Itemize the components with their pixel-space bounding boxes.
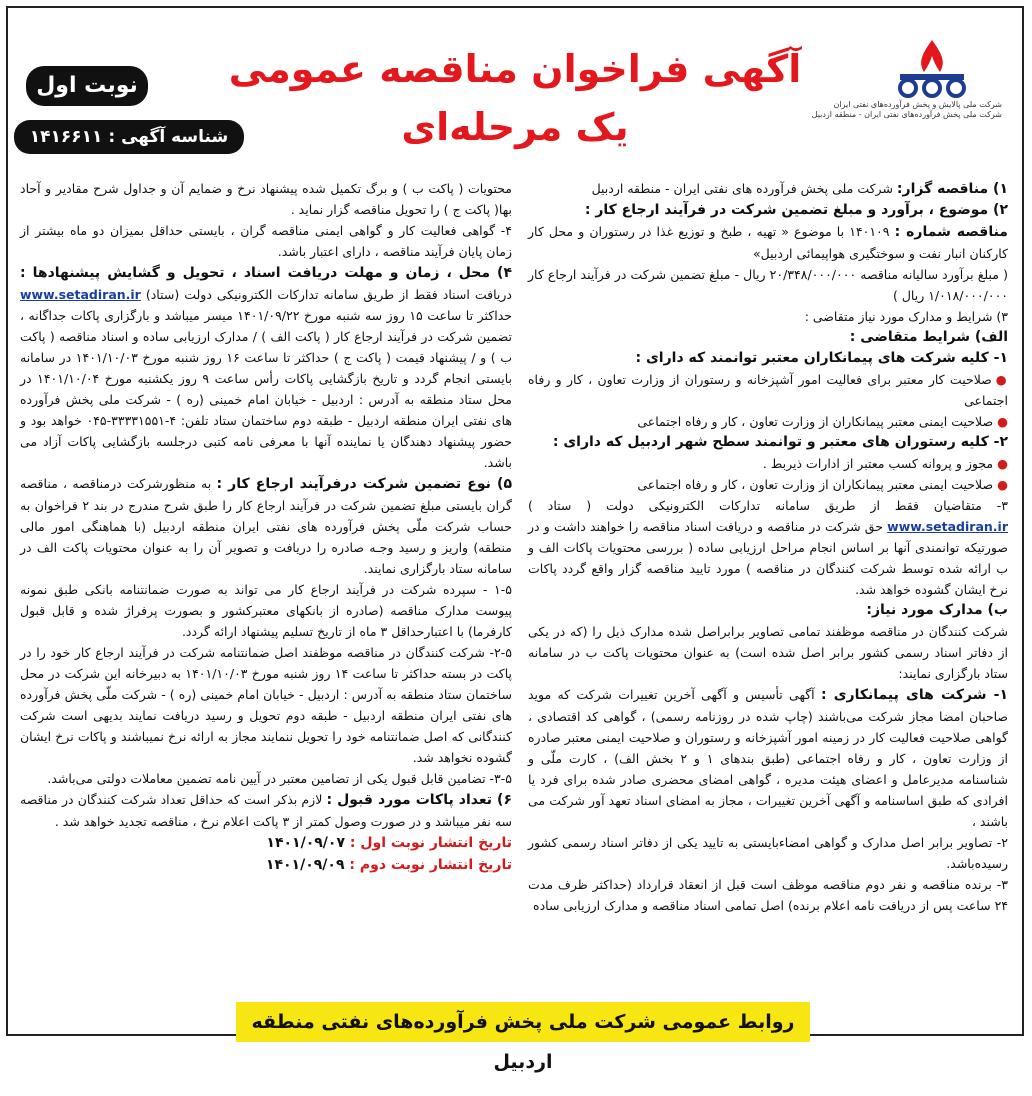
conditions-2-heading: ۲- کلیه رستوران های معتبر و توانمند سطح شهر اردبیل که دارای : [552, 434, 1008, 450]
bullet-icon: ● [997, 456, 1008, 471]
conditions-1-bullet-1: ● صلاحیت کار معتبر برای فعالیت امور آشپزخانه و رستوران از وزارت تعاون ، کار و رفاه اجتماعی [528, 372, 1008, 408]
section-2-heading: ۲) موضوع ، برآورد و مبلغ تضمین شرکت در فرآیند ارجاع کار : [584, 202, 1008, 218]
bullet-icon: ● [997, 477, 1008, 492]
section-6: ۶) تعداد پاکات مورد قبول : لازم بذکر است که حداقل تعداد شرکت کنندگان در مناقصه سه نفر میباشد و در صورت وصول کمتر از ۳ پاکت اعلام نرخ ، مناقصه تجدید خواهد شد . [20, 792, 512, 829]
conditions-3: ۳- متقاضیان فقط از طریق سامانه تدارکات الکترونیکی دولت ( ستاد ) www.setadiran.ir حق شرکت در مناقصه و دریافت اسناد مناقصه را خواهند داشت و در صورتیکه توانمندی آنها بر اساس انجام مراحل ارزیابی ساده ( بررسی محتویات پاکات الف و ب ارائه شده توسط شرکت کنندگان در مناقصه ) مورد تایید مناقصه گزار واقع گردد پاکات نرخ ایشان گشوده خواهد شد. [528, 498, 1008, 597]
documents-1: ۱- شرکت های پیمانکاری : آگهی تأسیس و آگهی آخرین تغییرات شرکت که موید صاحبان امضا مجاز شرکت می‌باشند (چاپ شده در روزنامه رسمی) ، گواهی کد اقتصادی ، گواهی صلاحیت فعالیت کار در زمینه امور آشپزخانه و رستوران و صلاحیت ایمنی معتبر صادره از وزارت تعاون ، کار و رفاه اجتماعی (طبق بندهای ۱ و ۲ بخش الف) ، کارت ملّی و شناسنامه مدیرعامل و اعضای هیئت مدیره ، گواهی امضای محضری صادر شده برای فرد یا افرادی که طبق اساسنامه و آگهی آخرین تغییرات ، مجاز به امضای اسناد تعهد آور شرکت می باشند ، [528, 687, 1008, 829]
logo-caption-1: شرکت ملی پالایش و پخش فرآورده‌های نفتی ایران [833, 100, 1002, 109]
section-5-3: ۳-۵- تضامین قابل قبول یکی از تضامین معتبر در آیین نامه تضمین معاملات دولتی می‌باشد. [47, 771, 512, 786]
section-5-1: ۱-۵ - سپرده شرکت در فرآیند ارجاع کار می تواند به صورت ضمانتنامه بانکی طبق نمونه پیوست مدارک مناقصه (صادره از بانکهای معتبرکشور و بصورت پرفراژ شده و قابل قبول کارفرما) با اعتبارحداقل ۳ ماه از تاریخ تسلیم پیشنهاد ارائه گردد. [20, 582, 512, 639]
documents-4: ۴- گواهی فعالیت کار و گواهی ایمنی مناقصه گران ، بایستی حداقل بمیزان دو ماه بیشتر از زمان پایان فرآیند مناقصه ، دارای اعتبار باشد. [20, 223, 512, 259]
publish-date-1: تاریخ انتشار نوبت اول : ۱۴۰۱/۰۹/۰۷ [266, 835, 512, 851]
header [8, 8, 1022, 158]
documents-intro: شرکت کنندگان در مناقصه موظفند تمامی تصاویر برابراصل شده مدارک ذیل را (که در یکی از دفاتر اسناد رسمی کشور برابر اصل شده است) به عنوان محتویات پاکت ب در سامانه ستاد بارگزاری نمایند: [528, 624, 1008, 681]
tender-amount: ( مبلغ برآورد سالیانه مناقصه ۲۰/۳۴۸/۰۰۰/۰۰۰ ریال - مبلغ تضمین شرکت در فرآیند ارجاع کار ۱/۰۱۸/۰۰۰/۰۰۰ ریال ) [528, 267, 1008, 303]
footer-banner: روابط عمومی شرکت ملی پخش فرآورده‌های نفتی منطقه اردبیل [236, 1002, 810, 1042]
conditions-heading: الف) شرایط متقاضی : [849, 329, 1008, 345]
publish-date-2: تاریخ انتشار نوبت دوم : ۱۴۰۱/۰۹/۰۹ [265, 857, 512, 873]
ad-id-badge: شناسه آگهی : ۱۴۱۶۶۱۱ [14, 120, 244, 154]
section-3: ۳) شرایط و مدارک مورد نیاز متقاضی : [804, 309, 1008, 324]
setadiran-link[interactable]: www.setadiran.ir [887, 519, 1008, 534]
left-column [20, 178, 512, 876]
logo-caption-2: شرکت ملی پخش فرآورده‌های نفتی ایران - منطقه اردبیل [811, 110, 1002, 119]
documents-heading: ب) مدارک مورد نیاز: [866, 602, 1008, 618]
documents-2: ۲- تصاویر برابر اصل مدارک و گواهی امضاءبایستی به تایید یکی از دفاتر اسناد رسمی کشور رسیده‌باشد. [528, 835, 1008, 871]
continuation-paragraph: محتویات ( پاکت ب ) و برگ تکمیل شده پیشنهاد نرخ و ضمایم آن و جداول شرح مقادیر و آحاد بها( پاکت ج ) را تحویل مناقصه گزار نماید . [20, 181, 512, 217]
ad-title: آگهی فراخوان مناقصه عمومی [228, 47, 802, 91]
ad-subtitle: یک مرحله‌ای [401, 105, 629, 149]
conditions-2-bullet-2: ● صلاحیت ایمنی معتبر پیمانکاران از وزارت تعاون ، کار و رفاه اجتماعی [637, 477, 1008, 492]
advertisement-frame [6, 6, 1024, 1073]
section-5-2: ۲-۵- شرکت کنندگان در مناقصه موظفند اصل ضمانتنامه شرکت در فرآیند ارجاع کار خود را در پاکت در بسته حداکثر تا ساعت ۱۴ روز شنبه مورخ ۱۴۰۱/۱۰/۰۳ به دبیرخانه این شرکت در محل ساختمان ستاد منطقه به آدرس : اردبیل - خیابان امام خمینی (ره ) - شرکت ملّی پخش فرآورده های نفتی ایران منطقه اردبیل - طبقه دوم تحویل و رسید دریافت نمایند بدیهی است شرکت کنندگانی که اصل ضمانتنامه خود را تحویل ننمایند مجاز به ارائه نرخ نمیباشند و پاکات نرخ ایشان گشوده نخواهد شد. [20, 645, 512, 765]
right-column [528, 178, 1008, 916]
conditions-2-bullet-1: ● مجوز و پروانه کسب معتبر از ادارات ذیربط . [762, 456, 1008, 471]
bullet-icon: ● [997, 414, 1008, 429]
conditions-1-bullet-2: ● صلاحیت ایمنی معتبر پیمانکاران از وزارت تعاون ، کار و رفاه اجتماعی [637, 414, 1008, 429]
documents-3: ۳- برنده مناقصه و نفر دوم مناقصه موظف است قبل از انعقاد قرارداد (حداکثر ظرف مدت ۲۴ ساعت پس از دریافت نامه اعلام برنده) اصل تمامی اسناد مناقصه و مدارک ارزیابی ساده [528, 877, 1008, 913]
bullet-icon: ● [995, 372, 1008, 387]
setadiran-link[interactable]: www.setadiran.ir [20, 287, 141, 302]
section-5: ۵) نوع تضمین شرکت درفرآیند ارجاع کار : به منظورشرکت درمناقصه ، مناقصه گران بایستی مبلغ تضمین شرکت در فرآیند ارجاع کار را طبق شرح مندرج در بند ۲ فراخوان به حساب شرکت ملّی پخش فرآورده های نفتی ایران منطقه اردبیل (با هماهنگی امور مالی منطقه) واریز و رسید وجـه صادره را دریافت و تصویر آن را به عنوان محتویات پاکت الف در سامانه ستاد بارگزاری نمایند. [20, 476, 512, 576]
tender-number: مناقصه شماره : ۱۴۰۱۰۹ با موضوع « تهیه ، طبخ و توزیع غذا در رستوران و محل کار کارکنان انبار نفت و سوختگیری هواپیمائی اردبیل» [528, 224, 1008, 261]
conditions-1-heading: ۱- کلیه شرکت های پیمانکاران معتبر توانمند که دارای : [635, 350, 1008, 366]
section-1: ۱) مناقصه گزار: شرکت ملی پخش فرآورده های نفتی ایران - منطقه اردبیل [591, 181, 1008, 197]
publication-round-badge: نوبت اول [26, 66, 148, 106]
section-4: ۴) محل ، زمان و مهلت دریافت اسناد ، تحویل و گشایش پیشنهادها : دریافت اسناد فقط از طریق سامانه تدارکات الکترونیکی دولت (ستاد) www.setadiran.ir حداکثر تا ساعت ۱۵ روز سه شنبه مورخ ۱۴۰۱/۰۹/۲۲ میسر میباشد و بارگزاری پاکات جداگانه ، تضمین شرکت در فرآیند ارجاع کار ( پاکت الف ) / مدارک ارزیابی ساده و اسناد مناقصه ( پاکت ب ) و / پیشنهاد قیمت ( پاکت ج ) حداکثر تا ساعت ۱۶ روز شنبه مورخ ۱۴۰۱/۱۰/۰۳ در سامانه بایستی انجام گردد و تاریخ بازگشایی پاکات رأس ساعت ۹ روز یکشنبه مورخ ۱۴۰۱/۱۰/۰۴ در محل ستاد منطقه به آدرس : اردبیل - خیابان امام خمینی (ره ) - شرکت ملی پخش فرآورده های نفتی ایران منطقه اردبیل - طبقه دوم ساختمان ستاد تلفن: ۴-۳۳۳۳۱۵۵۱-۰۴۵ خواهد بود و حضور پیشنهاد دهندگان یا نماینده آنها با معرفی نامه کتبی درجلسه بازگشایی پاکات آزاد می باشد. [20, 265, 512, 470]
